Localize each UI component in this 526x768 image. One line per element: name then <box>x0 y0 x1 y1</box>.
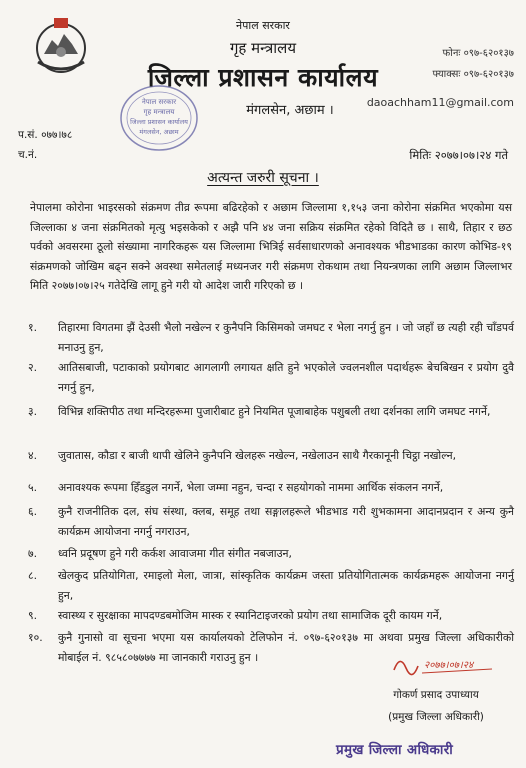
seal-line: जिल्ला प्रशासन कार्यालय <box>130 118 188 126</box>
item-number: २. <box>28 361 38 374</box>
dispatch-number: च.नं. <box>18 149 38 161</box>
list-item <box>28 566 514 605</box>
list-item <box>28 402 514 422</box>
signature-date: २०७७।०७।२४ <box>424 660 474 671</box>
item-text: स्वास्थ्य र सुरक्षाका मापदण्डबमोजिम मास्क र स्यानिटाइजरको प्रयोग तथा सामाजिक दूरी कायम गर्ने, <box>58 609 443 622</box>
list-item <box>28 478 514 498</box>
list-item <box>28 446 514 466</box>
office-name: जिल्ला प्रशासन कार्यालय <box>147 63 379 92</box>
item-text: आतिसबाजी, पटाकाको प्रयोगबाट आगलागी लगायत क्षति हुने भएकोले ज्वलनशील पदार्थहरू बेचबिखन र प्रयोग दुवै नगर्नु हुन, <box>58 361 514 394</box>
item-number: ३. <box>28 405 38 418</box>
item-text: अनावश्यक रूपमा हिँडडुल नगर्ने, भेला जम्मा नहुन, चन्दा र सहयोगको नाममा आर्थिक संकलन नगर्ने, <box>58 481 444 494</box>
item-number: १. <box>28 321 38 334</box>
item-text: ध्वनि प्रदूषण हुने गरी कर्कश आवाजमा गीत संगीत नबजाउन, <box>58 547 292 560</box>
list-item <box>28 502 514 541</box>
seal-line: गृह मन्त्रालय <box>143 108 175 116</box>
seal-line: नेपाल सरकार <box>141 98 177 106</box>
notice-subject: अत्यन्त जरुरी सूचना । <box>207 170 319 186</box>
item-number: ६. <box>28 505 38 518</box>
item-text: खेलकुद प्रतियोगिता, रमाइलो मेला, जात्रा, सांस्कृतिक कार्यक्रम जस्ता प्रतियोगितात्मक कार्यक्रमहरू आयोजना नगर्नु हुन, <box>58 569 514 602</box>
gov-name: नेपाल सरकार <box>236 19 290 32</box>
item-text: कुनै राजनीतिक दल, संघ संस्था, क्लब, समूह तथा सङ्गालहरूले भीडभाड गरी शुभकामना आदानप्रदान र अन्य कुनै कार्यक्रम आयोजना नगर्नु नगराउन, <box>58 505 514 538</box>
intro-paragraph: नेपालमा कोरोना भाइरसको संक्रमण तीव्र रूपमा बढिरहेको र अछाम जिल्लामा १,१५३ जना कोरोना संक्रमित भएकोमा यस जिल्लाका ४ जना संक्रमितको मृत्यु भइसकेको र अझै पनि ४४ जना सक्रिय संक्रमित रहेको विदितै छ । साथै, तिहार र छठ पर्वको अवसरमा ठूलो संख्यामा नागरिकहरू यस जिल्लामा भित्रिई सर्वसाधारणको अनावश्यक भीडभाडका कारण कोभिड-१९ संक्रमणको जोखिम बढ्न सक्ने अवस्था समेतलाई मध्यनजर गरी संक्रमण रोकथाम तथा नियन्त्रणका लागि अछाम जिल्लाभर मिति २०७७।०७।२५ गतेदेखि लागू हुने गरी यो आदेश जारी गरिएको छ । <box>30 201 512 293</box>
item-text: जुवातास, कौडा र बाजी थापी खेलिने कुनैपनि खेलहरू नखेल्न, नखेलाउन साथै गैरकानूनी चिट्ठा नखोल्न, <box>58 449 457 462</box>
item-text: विभिन्न शक्तिपीठ तथा मन्दिरहरूमा पुजारीबाट हुने नियमित पूजाबाहेक पशुबली तथा दर्शनका लागि जमघट नगर्ने, <box>58 405 491 418</box>
office-location: मंगलसेन, अछाम । <box>246 103 334 118</box>
list-item <box>28 544 514 564</box>
list-item <box>28 358 514 397</box>
phone-number: फोनः ०९७-६२०१३७ <box>442 48 514 59</box>
notice-date: मितिः २०७७।०७।२४ गते <box>409 148 508 162</box>
designation-stamp: प्रमुख जिल्ला अधिकारी <box>336 742 454 758</box>
item-number: ८. <box>28 569 38 582</box>
seal-line: मंगलसेन, अछाम <box>139 128 179 136</box>
signatory-name: गोकर्ण प्रसाद उपाध्याय <box>393 689 479 701</box>
item-text: तिहारमा विगतमा झैं देउसी भैलो नखेल्न र कुनैपनि किसिमको जमघट र भेला नगर्नु हुन । जो जहाँ छ त्यही रही चाँडपर्व मनाउनु हुन, <box>58 321 514 354</box>
item-number: ७. <box>28 547 38 560</box>
fax-number: फ्याक्सः ०९७-६२०१३७ <box>432 69 514 80</box>
signatory-title: (प्रमुख जिल्ला अधिकारी) <box>388 711 484 723</box>
item-text: कुनै गुनासो वा सूचना भएमा यस कार्यालयको टेलिफोन नं. ०९७-६२०१३७ मा अथवा प्रमुख जिल्ला अधिकारीको मोबाईल नं. ९८५८०७७७७ मा जानकारी गराउनु हुन । <box>58 631 514 664</box>
item-number: ९. <box>28 609 38 622</box>
letter-reference-number: प.सं. ०७७।७८ <box>18 129 73 141</box>
item-number: ५. <box>28 481 38 494</box>
item-number: ४. <box>28 449 38 462</box>
handwritten-signature <box>388 648 498 678</box>
email-address: daoachham11@gmail.com <box>366 96 514 109</box>
item-number: १०. <box>28 631 43 644</box>
list-item <box>28 318 514 357</box>
ministry-name: गृह मन्त्रालय <box>229 39 297 57</box>
list-item <box>28 606 514 626</box>
